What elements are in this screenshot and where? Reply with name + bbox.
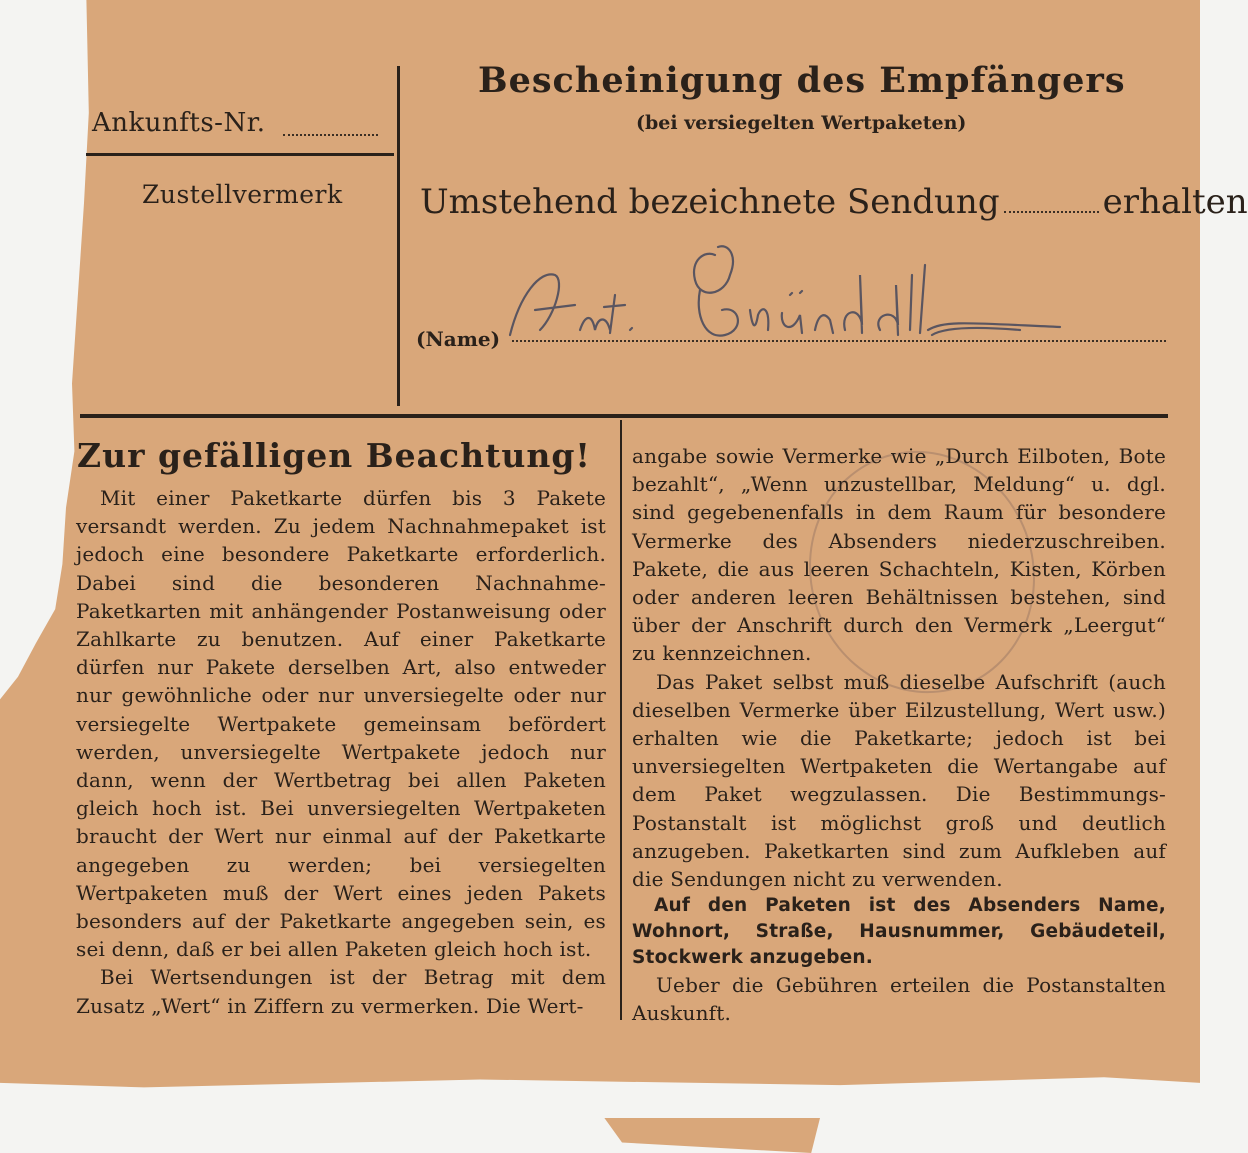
received-statement xyxy=(420,182,1248,222)
name-label: (Name) xyxy=(416,327,501,351)
notice-paragraph: Mit einer Paketkarte dürfen bis 3 Pakete versandt werden. Zu jedem Nachnahmepaket ist jedoch eine besondere Paketkarte erforderlich. Dabei sind die besonderen Nachnahme-Paketkarten mit anhängender Postanweisung oder Zahlkarte zu benutzen. Auf einer Paketkarte dürfen nur Pakete derselben Art, also entweder nur gewöhnliche oder nur unversiegelte oder nur versiegelte Wertpakete gemeinsam befördert werden, unversiegelte Wertpakete jedoch nur dann, wenn der Wertbetrag bei allen Paketen gleich hoch ist. Bei unversiegelten Wertpaketen braucht der Wert nur einmal auf der Paketkarte angegeben zu werden; bei versiegelten Wertpaketen muß der Wert eines jeden Pakets besonders auf der Paketkarte angegeben sein, es sei denn, daß er bei allen Paketen gleich hoch ist. xyxy=(76,486,606,962)
column-divider xyxy=(620,420,622,1020)
arrival-number-field xyxy=(283,134,378,136)
notice-paragraph: Bei Wertsendungen ist der Betrag mit dem Zusatz „Wert“ in Ziffern zu vermerken. Die Wert- xyxy=(76,965,606,1018)
notice-title: Zur gefälligen Beachtung! xyxy=(77,436,591,475)
delivery-note-label: Zustellvermerk xyxy=(142,180,343,209)
arrival-underline xyxy=(86,153,394,156)
notice-right-column xyxy=(632,442,1166,1028)
notice-paragraph: Ueber die Gebühren erteilen die Postanstalten Auskunft. xyxy=(632,973,1166,1026)
recipient-signature xyxy=(500,235,1080,355)
notice-paragraph: angabe sowie Vermerke wie „Durch Eilboten, Bote bezahlt“, „Wenn unzustellbar, Meldung“ u. dgl. sind gegebenenfalls in dem Raum für besondere Vermerke des Absenders niederzuschreiben. Pakete, die aus leeren Schachteln, Kisten, Körben oder anderen leeren Behältnissen bestehen, sind über der Anschrift durch den Vermerk „Leergut“ zu kennzeichnen. xyxy=(632,444,1166,666)
received-text-part2: erhalten xyxy=(1102,182,1248,222)
torn-paper-strip xyxy=(600,1118,820,1153)
header-divider-vertical xyxy=(397,66,400,406)
sender-address-requirement: Auf den Paketen ist des Absenders Name, Wohnort, Straße, Hausnummer, Gebäudeteil, Stockwerk anzugeben. xyxy=(632,895,1166,969)
received-dotted-field xyxy=(1004,211,1099,213)
arrival-number-label: Ankunfts-Nr. xyxy=(92,108,266,138)
notice-left-column xyxy=(76,484,606,1020)
notice-paragraph: Das Paket selbst muß dieselbe Aufschrift (auch dieselben Vermerke über Eilzustellung, Wert usw.) erhalten wie die Paketkarte; jedoch ist bei unversiegelten Wertpaketen die Wertangabe auf dem Paket wegzulassen. Die Bestimmungs-Postanstalt ist möglichst groß und deutlich anzugeben. Paketkarten sind zum Aufkleben auf die Sendungen nicht zu verwenden. xyxy=(632,669,1166,892)
certificate-title: Bescheinigung des Empfängers xyxy=(478,60,1126,101)
received-text-part1: Umstehend bezeichnete Sendung xyxy=(420,182,1000,222)
section-divider xyxy=(80,414,1168,418)
certificate-subtitle: (bei versiegelten Wertpaketen) xyxy=(636,112,967,134)
